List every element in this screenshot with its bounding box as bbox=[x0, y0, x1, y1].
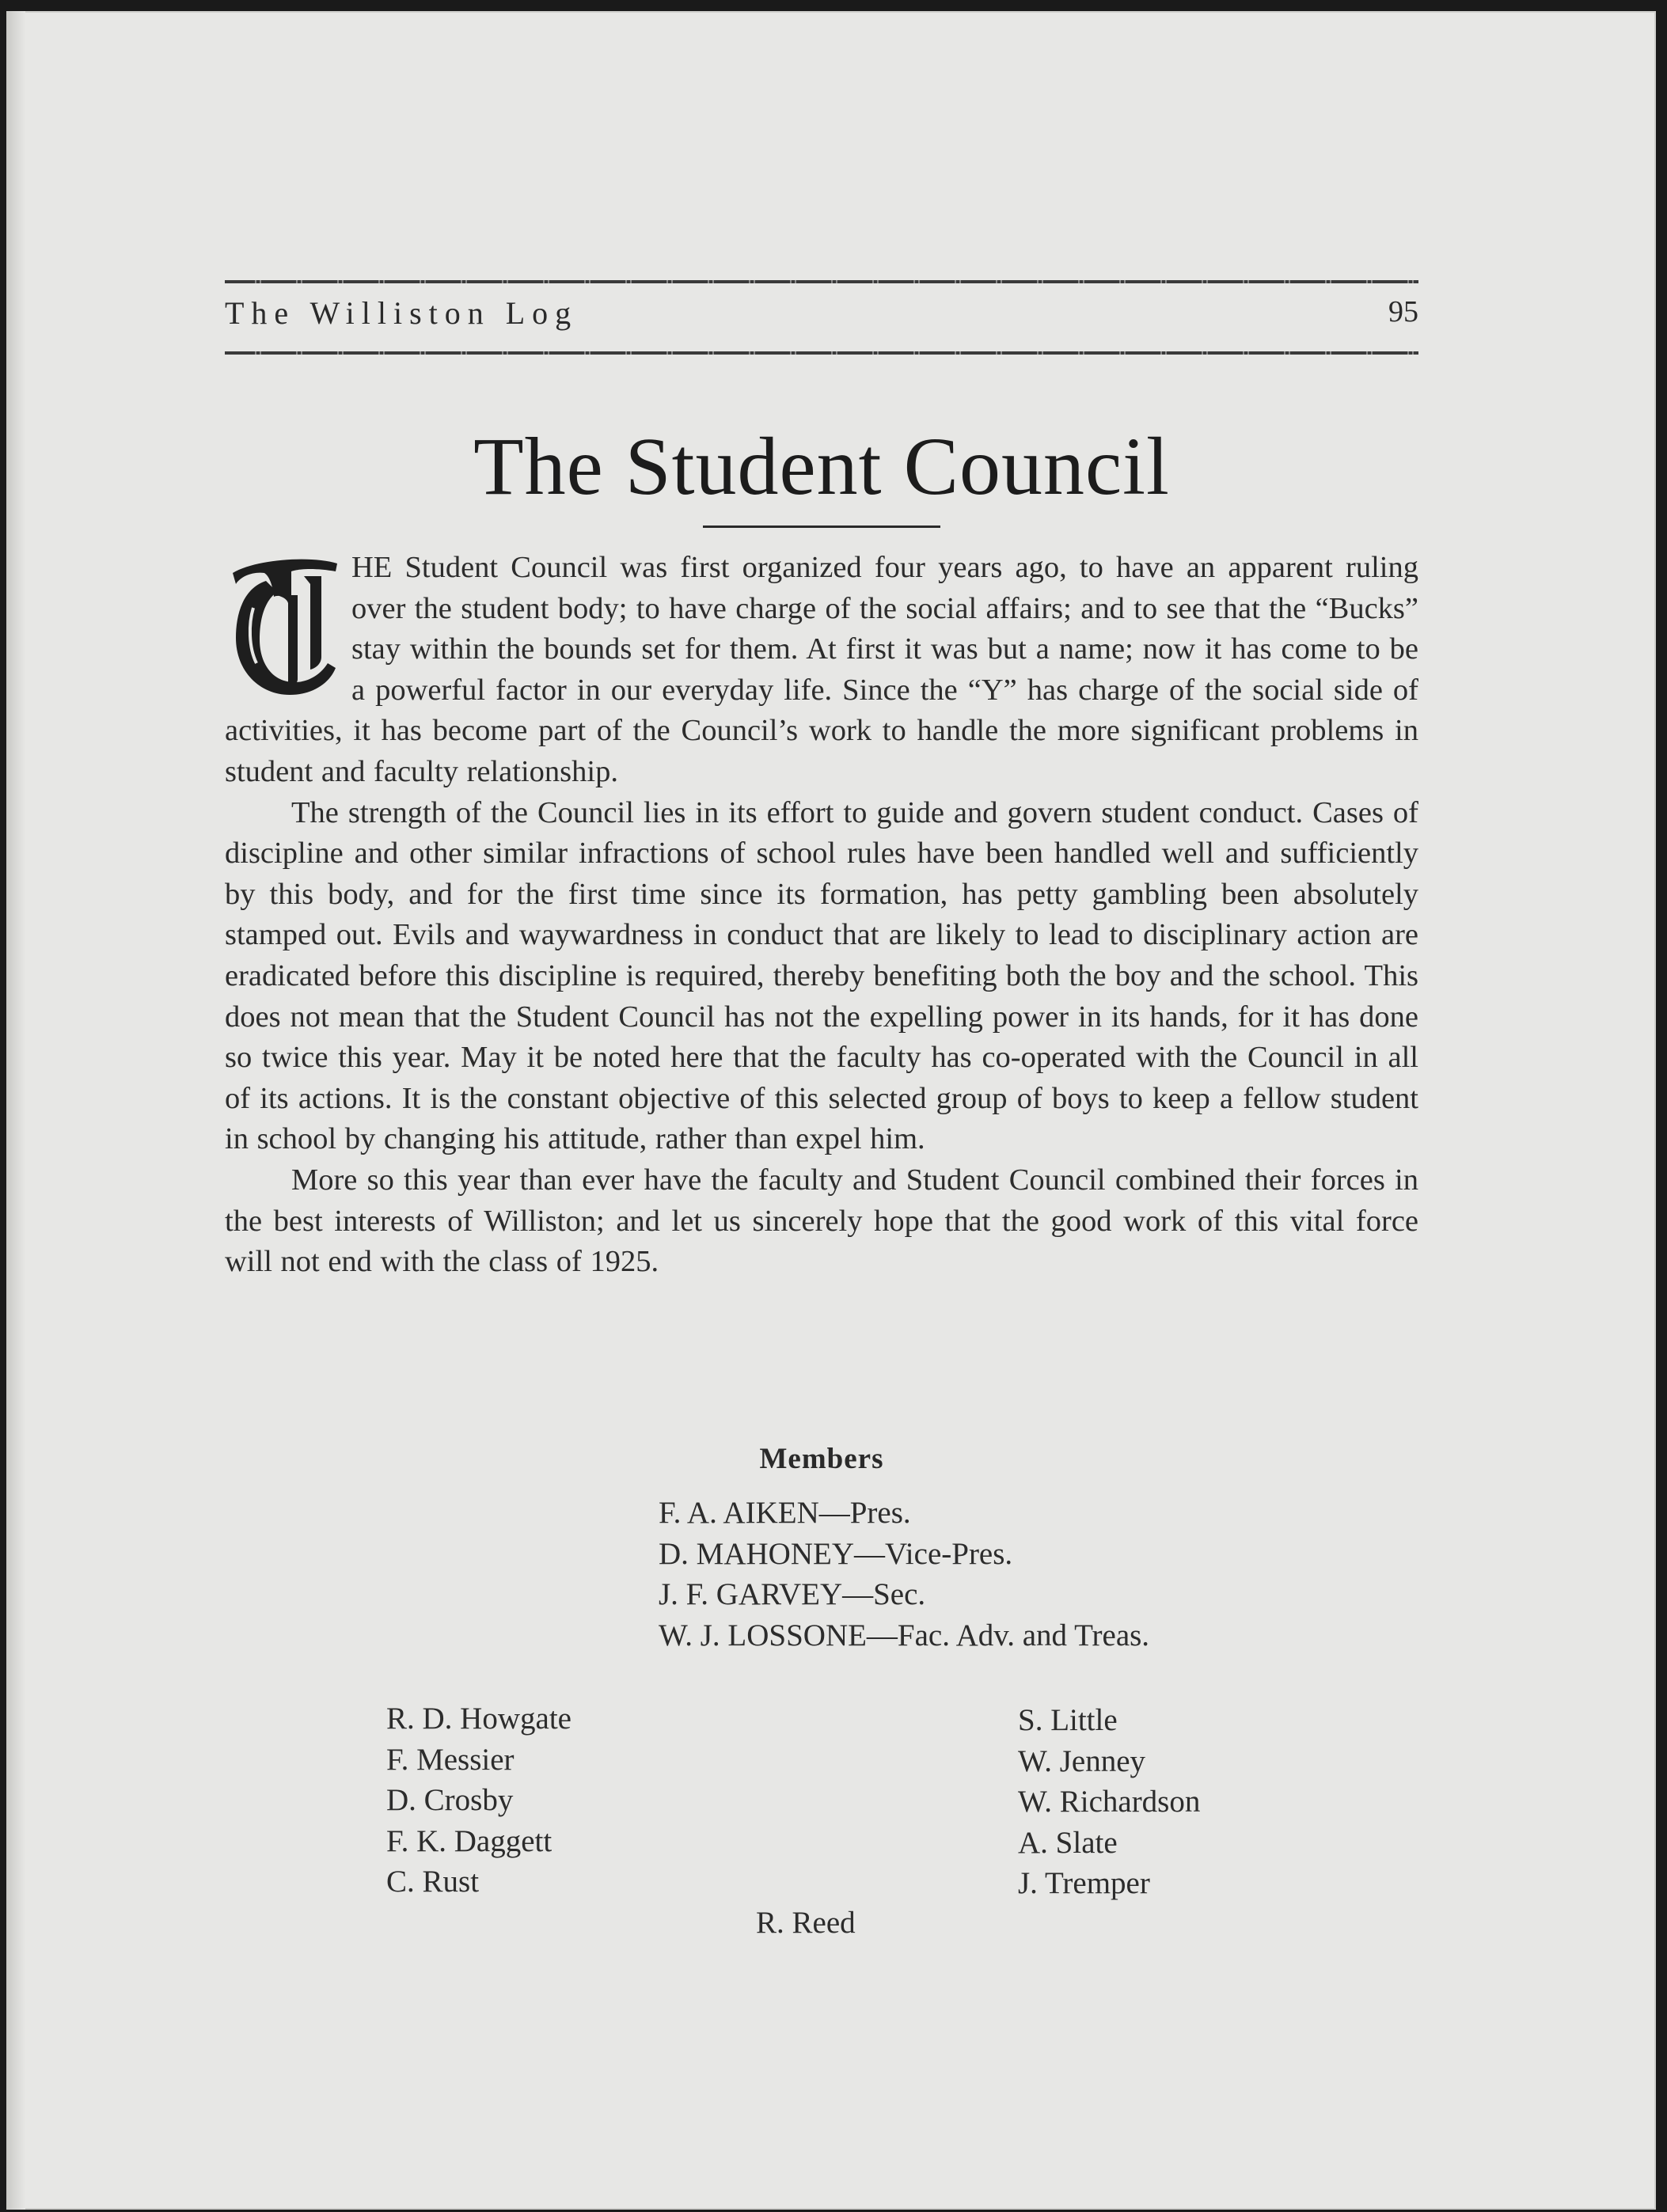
member-name: W. Jenney bbox=[1018, 1743, 1146, 1778]
running-title: The Williston Log bbox=[225, 295, 579, 331]
member-name: S. Little bbox=[1018, 1703, 1118, 1737]
member-name: A. Slate bbox=[1018, 1825, 1118, 1860]
members-right-column bbox=[1018, 1700, 1200, 1904]
dropcap-ornament bbox=[225, 552, 344, 703]
article-body bbox=[225, 548, 1418, 1283]
officer-advisor-treasurer: W. J. LOSSONE—Fac. Adv. and Treas. bbox=[659, 1618, 1150, 1652]
paragraph-1-text: HE Student Council was first organized four years ago, to have an apparent ruling over the student body; to have charge of the social affairs; and to see that the “Bucks” stay within the bounds set for them. At first it was but a name; now it has come to be a powerful factor in our everyday life. Since the “Y” has charge of the social side of activities, it has become part of the Council’s work to handle the more significant problems in student and faculty relationship. bbox=[225, 551, 1418, 788]
page-number: 95 bbox=[1388, 295, 1418, 328]
paragraph-2: The strength of the Council lies in its effort to guide and govern student conduct. Cases of discipline and other similar infractions of school rules have been handled well and sufficiently by this body, and for the first time since its formation, has petty gambling been absolutely stamped out. Evils and waywardness in conduct that are likely to lead to disciplinary action are eradicated before this discipline is required, thereby benefiting both the boy and the school. This does not mean that the Student Council has not the expelling power in its hands, for it has done so twice this year. May it be noted here that the faculty has co-operated with the Council in all of its actions. It is the constant objective of this selected group of boys to keep a fellow student in school by changing his attitude, rather than expel him. bbox=[225, 795, 1418, 1156]
page-title: The Student Council bbox=[473, 421, 1170, 512]
blackletter-t-icon bbox=[225, 552, 344, 703]
member-name: J. Tremper bbox=[1018, 1866, 1150, 1900]
paragraph-3: More so this year than ever have the faculty and Student Council combined their forces in the best interests of Williston; and let us sincerely hope that the good work of this vital force will not end with the class of 1925. bbox=[225, 1163, 1418, 1279]
member-name: F. K. Daggett bbox=[386, 1823, 553, 1858]
member-name: F. Messier bbox=[386, 1742, 515, 1777]
spine-shadow bbox=[6, 11, 25, 2210]
member-name: C. Rust bbox=[386, 1865, 480, 1899]
header-rule-top bbox=[225, 280, 1418, 283]
officer-president: F. A. AIKEN—Pres. bbox=[659, 1496, 911, 1530]
officer-vice-president: D. MAHONEY—Vice-Pres. bbox=[659, 1536, 1013, 1571]
paragraph-1 bbox=[225, 548, 1418, 793]
member-name: D. Crosby bbox=[386, 1783, 514, 1817]
officer-secretary: J. F. GARVEY—Sec. bbox=[659, 1577, 926, 1611]
member-name: W. Richardson bbox=[1018, 1785, 1201, 1819]
running-header bbox=[225, 275, 1418, 362]
members-heading: Members bbox=[759, 1443, 884, 1475]
officers-list bbox=[659, 1493, 1149, 1656]
members-left-column bbox=[386, 1698, 571, 1903]
header-rule-bottom bbox=[225, 351, 1418, 355]
member-name: R. D. Howgate bbox=[386, 1702, 571, 1736]
title-underline bbox=[703, 525, 940, 528]
member-name-centered: R. Reed bbox=[756, 1906, 856, 1940]
